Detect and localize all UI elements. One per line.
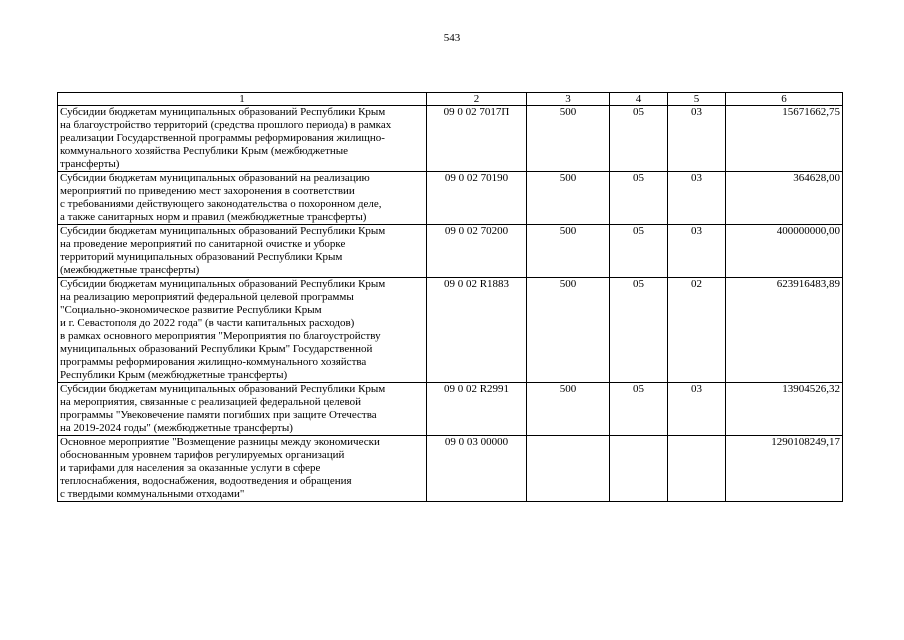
row-rz: 05: [610, 278, 668, 383]
row-rz: 05: [610, 172, 668, 225]
header-row: [58, 93, 843, 106]
row-rz: 05: [610, 383, 668, 436]
row-vr: 500: [527, 383, 610, 436]
column-header: 6: [726, 93, 843, 106]
row-name: Субсидии бюджетам муниципальных образований Республики Крым на реализацию мероприятий федеральной целевой программы "Социально-экономическое развитие Республики Крым и г. Севастополя до 2022 года" (в части капитальных расходов) в рамках основного мероприятия "Мероприятия по благоустройству муниципальных образований Республики Крым" Государственной программы реформирования жилищно-коммунального хозяйства Республики Крым (межбюджетные трансферты): [58, 278, 427, 383]
row-amount: 1290108249,17: [726, 436, 843, 502]
row-pr: 02: [668, 278, 726, 383]
row-vr: 500: [527, 172, 610, 225]
table-row: [58, 225, 843, 278]
table-row: [58, 383, 843, 436]
row-name: Субсидии бюджетам муниципальных образований Республики Крым на благоустройство территорий (средства прошлого периода) в рамках реализации Государственной программы реформирования жилищно- коммунального хозяйства Республики Крым (межбюджетные трансферты): [58, 106, 427, 172]
table-row: [58, 172, 843, 225]
row-pr: 03: [668, 106, 726, 172]
row-code: 09 0 03 00000: [427, 436, 527, 502]
row-code: 09 0 02 R1883: [427, 278, 527, 383]
row-code: 09 0 02 R2991: [427, 383, 527, 436]
column-header: 1: [58, 93, 427, 106]
row-pr: 03: [668, 225, 726, 278]
row-vr: [527, 436, 610, 502]
row-rz: 05: [610, 106, 668, 172]
row-pr: [668, 436, 726, 502]
row-pr: 03: [668, 172, 726, 225]
row-code: 09 0 02 7017П: [427, 106, 527, 172]
row-code: 09 0 02 70200: [427, 225, 527, 278]
column-header: 4: [610, 93, 668, 106]
page-number: 543: [443, 32, 461, 44]
row-amount: 400000000,00: [726, 225, 843, 278]
row-code: 09 0 02 70190: [427, 172, 527, 225]
row-vr: 500: [527, 106, 610, 172]
table-row: [58, 106, 843, 172]
row-amount: 15671662,75: [726, 106, 843, 172]
column-header: 2: [427, 93, 527, 106]
row-vr: 500: [527, 278, 610, 383]
row-rz: 05: [610, 225, 668, 278]
row-name: Субсидии бюджетам муниципальных образований Республики Крым на мероприятия, связанные с реализацией федеральной целевой программы "Увековечение памяти погибших при защите Отечества на 2019-2024 годы" (межбюджетные трансферты): [58, 383, 427, 436]
row-name: Основное мероприятие "Возмещение разницы между экономически обоснованным уровнем тарифов регулируемых организаций и тарифами для населения за оказанные услуги в сфере теплоснабжения, водоснабжения, водоотведения и обращения с твердыми коммунальными отходами": [58, 436, 427, 502]
column-header: 5: [668, 93, 726, 106]
table-row: [58, 278, 843, 383]
table-row: [58, 436, 843, 502]
row-name: Субсидии бюджетам муниципальных образований на реализацию мероприятий по приведению мест захоронения в соответствии с требованиями действующего законодательства о похоронном деле, а также санитарных норм и правил (межбюджетные трансферты): [58, 172, 427, 225]
row-rz: [610, 436, 668, 502]
row-vr: 500: [527, 225, 610, 278]
row-amount: 13904526,32: [726, 383, 843, 436]
row-pr: 03: [668, 383, 726, 436]
budget-table: [57, 92, 843, 502]
row-amount: 364628,00: [726, 172, 843, 225]
row-name: Субсидии бюджетам муниципальных образований Республики Крым на проведение мероприятий по санитарной очистке и уборке территорий муниципальных образований Республики Крым (межбюджетные трансферты): [58, 225, 427, 278]
row-amount: 623916483,89: [726, 278, 843, 383]
column-header: 3: [527, 93, 610, 106]
